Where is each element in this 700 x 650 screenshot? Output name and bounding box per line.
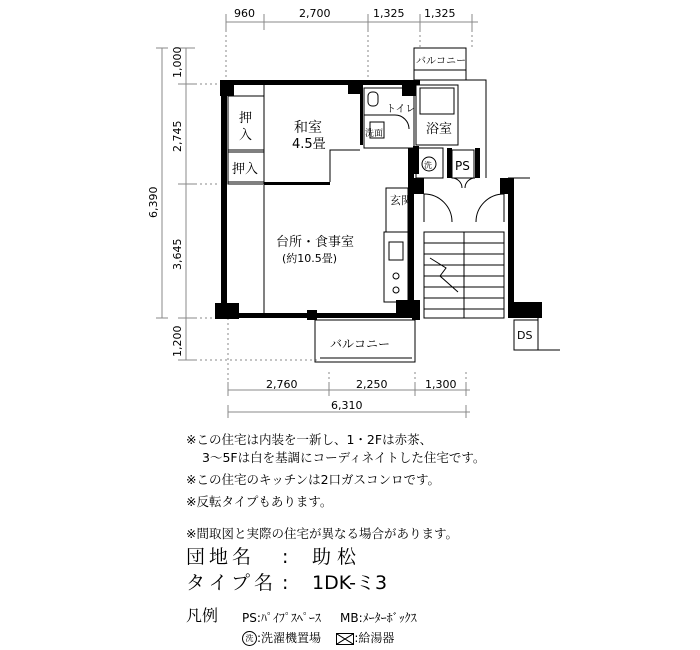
- dim-bottom-3: 1,300: [425, 378, 457, 391]
- type-colon: :: [282, 572, 289, 594]
- note-2: ※この住宅のキッチンは2口ガスコンロです。: [186, 472, 441, 487]
- legend-sen-label: :洗濯機置場: [257, 631, 322, 645]
- notes-block: [186, 429, 686, 545]
- room-label-genkan: 玄関: [390, 194, 412, 207]
- dim-top-3: 1,325: [373, 7, 405, 20]
- room-label-bath: 浴室: [426, 122, 453, 137]
- type-key: タイプ名: [186, 572, 278, 594]
- label-ds: DS: [517, 329, 533, 342]
- room-label-balcony-bottom: バルコニー: [330, 337, 391, 351]
- dim-left-4: 1,200: [171, 325, 184, 357]
- type-value: 1DK-ミ3: [312, 572, 388, 594]
- oshiire-upper-char: 押: [239, 111, 253, 126]
- dim-bottom-1: 2,760: [266, 378, 298, 391]
- legend-row-1: [242, 608, 417, 628]
- dim-top-4: 1,325: [424, 7, 456, 20]
- water-heater-icon: [336, 633, 354, 645]
- room-label-dining-size: (約10.5畳): [282, 252, 338, 265]
- room-label-senmen: 洗面: [365, 129, 384, 139]
- room-label-dining: 台所・食事室: [276, 235, 355, 250]
- washing-machine-legend-icon: 洗: [242, 631, 257, 646]
- danchi-key: 団地名: [186, 546, 256, 568]
- room-label-balcony-top: バルコニー: [416, 56, 466, 67]
- note-1b: 3〜5Fは白を基調にコーディネイトした住宅です。: [202, 450, 486, 465]
- label-ps: PS: [455, 159, 470, 173]
- danchi-row: [186, 544, 387, 570]
- dim-top-2: 2,700: [299, 7, 331, 20]
- note-3: ※反転タイプもあります。: [186, 494, 333, 509]
- danchi-value: 助松: [312, 546, 363, 568]
- legend-mb: MB:ﾒｰﾀｰﾎﾞｯｸｽ: [339, 611, 417, 625]
- property-info: [186, 544, 387, 596]
- dim-left-3: 3,645: [171, 238, 184, 270]
- room-label-washitsu: 和室: [294, 120, 322, 136]
- dim-bottom-2: 2,250: [356, 378, 388, 391]
- dim-left-1: 1,000: [171, 46, 184, 78]
- legend-ps: PS:ﾊﾟｲﾌﾟｽﾍﾟｰｽ: [242, 611, 321, 625]
- danchi-colon: :: [282, 546, 289, 568]
- washing-machine-symbol: 洗: [424, 161, 432, 170]
- type-row: [186, 570, 387, 596]
- room-label-oshiire-lower: 押入: [232, 162, 259, 177]
- room-label-toilet: トイレ: [386, 104, 416, 115]
- note-4: ※間取図と実際の住宅が異なる場合があります。: [186, 526, 458, 541]
- room-label-washitsu-size: 4.5畳: [292, 137, 326, 152]
- legend-kyuto-label: :給湯器: [354, 631, 395, 645]
- dim-left-total: 6,390: [147, 186, 160, 218]
- legend-row-2: [242, 628, 394, 648]
- dim-top-1: 960: [234, 7, 255, 20]
- dim-left-2: 2,745: [171, 120, 184, 152]
- oshiire-upper-char: 入: [239, 128, 253, 143]
- dim-bottom-total: 6,310: [331, 399, 363, 412]
- legend-title: 凡例: [186, 606, 219, 625]
- note-1a: ※この住宅は内装を一新し、1・2Fは赤茶、: [186, 432, 433, 447]
